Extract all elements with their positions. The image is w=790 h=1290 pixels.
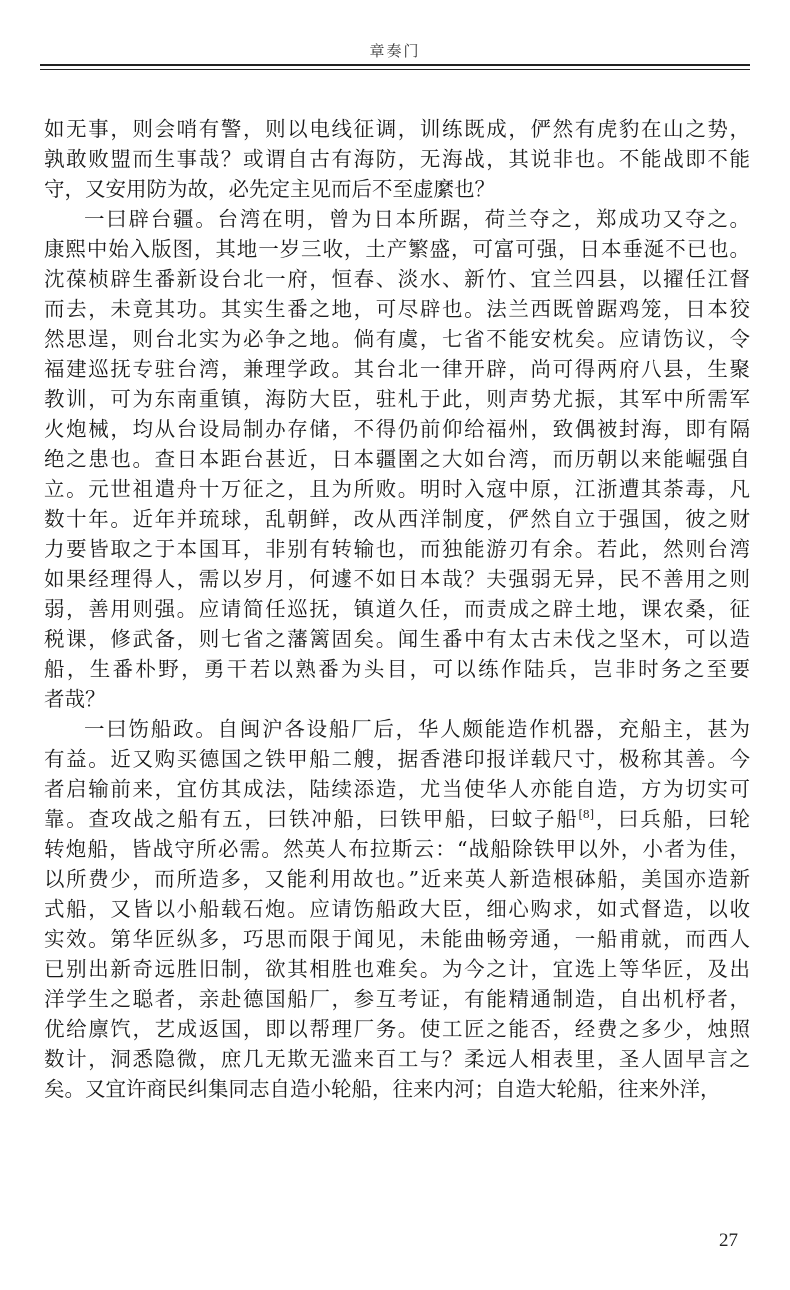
- header-rule-thick: [40, 64, 750, 66]
- paragraph: [44, 114, 750, 204]
- page-number: 27: [719, 1230, 738, 1251]
- text-line: 式船，又皆以小船载石炮。应请饬船政大臣，细心购求，如式督造，以收: [44, 897, 750, 921]
- text-line: 数十年。近年并琉球，乱朝鲜，改从西洋制度，俨然自立于强国，彼之财: [44, 507, 750, 531]
- text-line: 矣。又宜许商民纠集同志自造小轮船，往来内河；自造大轮船，往来外洋，: [44, 1077, 721, 1101]
- header-rule-thin: [40, 69, 750, 70]
- paragraph: [44, 204, 750, 714]
- text-line: 守，又安用防为故，必先定主见而后不至虚縻也？: [44, 177, 495, 201]
- text-line: 教训，可为东南重镇，海防大臣，驻札于此，则声势尤振，其军中所需军: [44, 387, 750, 411]
- text-line: 弱，善用则强。应请简任巡抚，镇道久任，而责成之辟土地，课农桑，征: [44, 597, 750, 621]
- text-line: 者启输前来，宜仿其成法，陆续添造，尤当使华人亦能自造，方为切实可: [44, 777, 750, 801]
- text-line: 如无事，则会哨有警，则以电线征调，训练既成，俨然有虎豹在山之势，: [44, 117, 750, 141]
- text-line: 如果经理得人，需以岁月，何遽不如日本哉？夫强弱无异，民不善用之则: [44, 567, 750, 591]
- body-text: [44, 114, 750, 1104]
- text-line: 绝之患也。查日本距台甚近，日本疆圉之大如台湾，而历朝以来能崛强自: [44, 447, 750, 471]
- footnote-marker: [8]: [578, 808, 595, 821]
- text-segment: 靠。查攻战之船有五，曰铁冲船，曰铁甲船，曰蚊子船: [44, 807, 579, 831]
- text-line: 沈葆桢辟生番新设台北一府，恒春、淡水、新竹、宜兰四县，以擢任江督: [44, 267, 750, 291]
- text-line: 一曰饬船政。自闽沪各设船厂后，华人颇能造作机器，充船主，甚为: [84, 717, 750, 741]
- text-line: 已别出新奇远胜旧制，欲其相胜也难矣。为今之计，宜选上等华匠，及出: [44, 957, 750, 981]
- text-segment: ，曰兵船，曰轮: [594, 807, 750, 831]
- text-line: [44, 804, 750, 834]
- text-line: 税课，修武备，则七省之藩篱固矣。闻生番中有太古未伐之坚木，可以造: [44, 627, 750, 651]
- text-line: 洋学生之聪者，亲赴德国船厂，参互考证，有能精通制造，自出机杼者，: [44, 987, 750, 1011]
- text-line: 船，生番朴野，勇干若以熟番为头目，可以练作陆兵，岂非时务之至要: [44, 657, 750, 681]
- text-line: 优给廪饩，艺成返国，即以帮理厂务。使工匠之能否，经费之多少，烛照: [44, 1017, 750, 1041]
- text-line: 火炮械，均从台设局制办存储，不得仍前仰给福州，致偶被封海，即有隔: [44, 417, 750, 441]
- text-line: 转炮船，皆战守所必需。然英人布拉斯云：“战船除铁甲以外，小者为佳，: [44, 837, 750, 861]
- text-line: 有益。近又购买德国之铁甲船二艘，据香港印报详载尺寸，极称其善。今: [44, 747, 750, 771]
- text-line: 立。元世祖遣舟十万征之，且为所败。明时入寇中原，江浙遭其荼毒，凡: [44, 477, 750, 501]
- text-line: 而去，未竟其功。其实生番之地，可尽辟也。法兰西既曾踞鸡笼，日本狡: [44, 297, 750, 321]
- paragraph: [44, 714, 750, 1104]
- text-line: 数计，洞悉隐微，庶几无欺无滥来百工与？柔远人相表里，圣人固早言之: [44, 1047, 750, 1071]
- text-line: 康熙中始入版图，其地一岁三收，土产繁盛，可富可强，日本垂涎不已也。: [44, 237, 750, 261]
- text-line: 力要皆取之于本国耳，非别有转输也，而独能游刃有余。若此，然则台湾: [44, 537, 750, 561]
- text-line: 实效。第华匠纵多，巧思而限于闻见，未能曲畅旁通，一船甫就，而西人: [44, 927, 750, 951]
- text-line: 然思逞，则台北实为必争之地。倘有虞，七省不能安枕矣。应请饬议，令: [44, 327, 750, 351]
- text-line: 者哉？: [44, 687, 106, 711]
- text-line: 以所费少，而所造多，又能利用故也。”近来英人新造根砵船，美国亦造新: [44, 867, 750, 891]
- text-line: 孰敢败盟而生事哉？或谓自古有海防，无海战，其说非也。不能战即不能: [44, 147, 750, 171]
- text-line: 福建巡抚专驻台湾，兼理学政。其台北一律开辟，尚可得两府八县，生聚: [44, 357, 750, 381]
- text-line: 一曰辟台疆。台湾在明，曾为日本所踞，荷兰夺之，郑成功又夺之。: [84, 207, 750, 231]
- running-title: 章奏门: [369, 42, 421, 60]
